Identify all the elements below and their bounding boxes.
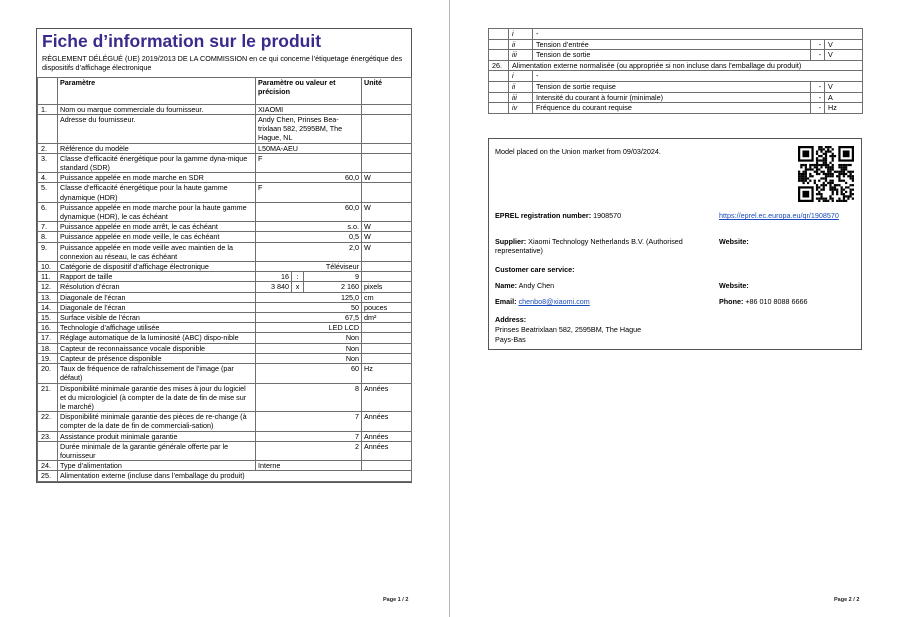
power-supply-table — [488, 28, 863, 114]
address-line2: Pays-Bas — [495, 335, 526, 344]
table-row: i - — [489, 71, 863, 82]
market-placement-text: Model placed on the Union market from 09/03/2024. — [495, 147, 661, 156]
table-row: 9. Puissance appelée en mode veille avec maintien de la connexion au réseau, le cas échéant 2,0 W — [38, 242, 412, 261]
email-label: Email: — [495, 297, 517, 306]
header-param: Paramètre — [58, 77, 256, 104]
table-row: 10. Catégorie de dispositif d’affichage électronique Téléviseur — [38, 262, 412, 272]
table-row: 5. Classe d’efficacité énergétique pour la haute gamme dynamique (HDR) F — [38, 183, 412, 202]
header-value: Paramètre ou valeur et précision — [256, 77, 362, 104]
table-row: 19. Capteur de présence disponible Non — [38, 353, 412, 363]
eprel-link[interactable]: https://eprel.ec.europa.eu/qr/1908570 — [719, 211, 839, 220]
email-link[interactable]: chenbo8@xiaomi.com — [518, 297, 590, 306]
table-row: i - — [489, 29, 863, 40]
table-row: 3. Classe d’efficacité énergétique pour la gamme dyna-mique standard (SDR) F — [38, 153, 412, 172]
eprel-reg-number: 1908570 — [593, 211, 622, 220]
table-row: iv Fréquence du courant requise - Hz — [489, 103, 863, 114]
table-row: 21. Disponibilité minimale garantie des mises à jour du logiciel et du micrologiciel (à compter de la date de fin de mise sur le marché) 8 Années — [38, 383, 412, 412]
phone-value: +86 010 8088 6666 — [745, 297, 808, 306]
table-row: 12. Résolution d’écran 3 840 x 2 160 pixels — [38, 282, 412, 292]
address-line1: Prinses Beatrixlaan 582, 2595BM, The Hague — [495, 325, 642, 334]
page-title: Fiche d’information sur le produit — [42, 31, 322, 51]
table-row: 11. Rapport de taille 16 : 9 — [38, 272, 412, 282]
table-row: Durée minimale de la garantie générale offerte par le fournisseur 2 Années — [38, 441, 412, 460]
table-row: 18. Capteur de reconnaissance vocale disponible Non — [38, 343, 412, 353]
table-row: 13. Diagonale de l’écran 125,0 cm — [38, 292, 412, 302]
table-row: 26. Alimentation externe normalisée (ou appropriée si non incluse dans l’emballage du produit) — [489, 60, 863, 71]
table-row: iii Intensité du courant à fournir (minimale) - A — [489, 92, 863, 103]
table-row: 2. Référence du modèle L50MA-AEU — [38, 143, 412, 153]
table-row: ii Tension de sortie requise - V — [489, 81, 863, 92]
table-row: ii Tension d’entrée - V — [489, 39, 863, 50]
regulation-text: RÈGLEMENT DÉLÉGUÉ (UE) 2019/2013 DE LA COMMISSION en ce qui concerne l’étiquetage énergétique des dispositifs d’affichage électronique — [42, 54, 403, 73]
table-row: 4. Puissance appelée en mode marche en SDR 60,0 W — [38, 173, 412, 183]
supplier-label: Supplier: — [495, 237, 527, 246]
name-label: Name: — [495, 281, 517, 290]
page-number: Page 1 / 2 — [383, 597, 409, 603]
name-value: Andy Chen — [518, 281, 555, 290]
customer-care-label: Customer care service: — [495, 265, 575, 274]
page-number: Page 2 / 2 — [834, 597, 860, 603]
table-row: 17. Réglage automatique de la luminosité (ABC) dispo-nible Non — [38, 333, 412, 343]
table-row: 25. Alimentation externe (incluse dans l’emballage du produit) — [38, 471, 412, 481]
supplier-value: Xiaomi Technology Netherlands B.V. (Authorised representative) — [495, 237, 683, 256]
eprel-reg-label: EPREL registration number: — [495, 211, 592, 220]
table-row: 1. Nom ou marque commerciale du fournisseur. XIAOMI — [38, 104, 412, 114]
address-label: Address: — [495, 315, 527, 324]
table-header — [38, 77, 412, 104]
table-row: 23. Assistance produit minimale garantie 7 Années — [38, 431, 412, 441]
table-row: 15. Surface visible de l’écran 67,5 dm² — [38, 313, 412, 323]
table-row: 16. Technologie d’affichage utilisée LED LCD — [38, 323, 412, 333]
website2-label: Website: — [719, 281, 749, 290]
website-label: Website: — [719, 237, 749, 246]
table-row: 7. Puissance appelée en mode arrêt, le cas échéant s.o. W — [38, 222, 412, 232]
phone-label: Phone: — [719, 297, 744, 306]
table-row: 6. Puissance appelée en mode marche pour la haute gamme dynamique (HDR), le cas échéant 60,0 W — [38, 202, 412, 221]
table-row: 14. Diagonale de l’écran 50 pouces — [38, 302, 412, 312]
parameters-table — [37, 77, 412, 482]
eprel-info-box — [488, 138, 862, 350]
table-row: Adresse du fournisseur. Andy Chen, Prinses Bea-trixlaan 582, 2595BM, The Hague, NL — [38, 115, 412, 144]
product-information-sheet — [36, 28, 412, 483]
header-unit: Unité — [362, 77, 412, 104]
table-row: 22. Disponibilité minimale garantie des pièces de re-change (à compter de la date de fin de commerciali-sation) 7 Années — [38, 412, 412, 431]
table-row: iii Tension de sortie - V — [489, 50, 863, 61]
table-row: 8. Puissance appelée en mode veille, le cas échéant 0,5 W — [38, 232, 412, 242]
table-row: 20. Taux de fréquence de rafraîchissement de l’image (par défaut) 60 Hz — [38, 364, 412, 383]
qr-code-icon[interactable] — [798, 146, 854, 202]
page-divider — [449, 0, 450, 617]
table-row: 24. Type d’alimentation Interne — [38, 461, 412, 471]
